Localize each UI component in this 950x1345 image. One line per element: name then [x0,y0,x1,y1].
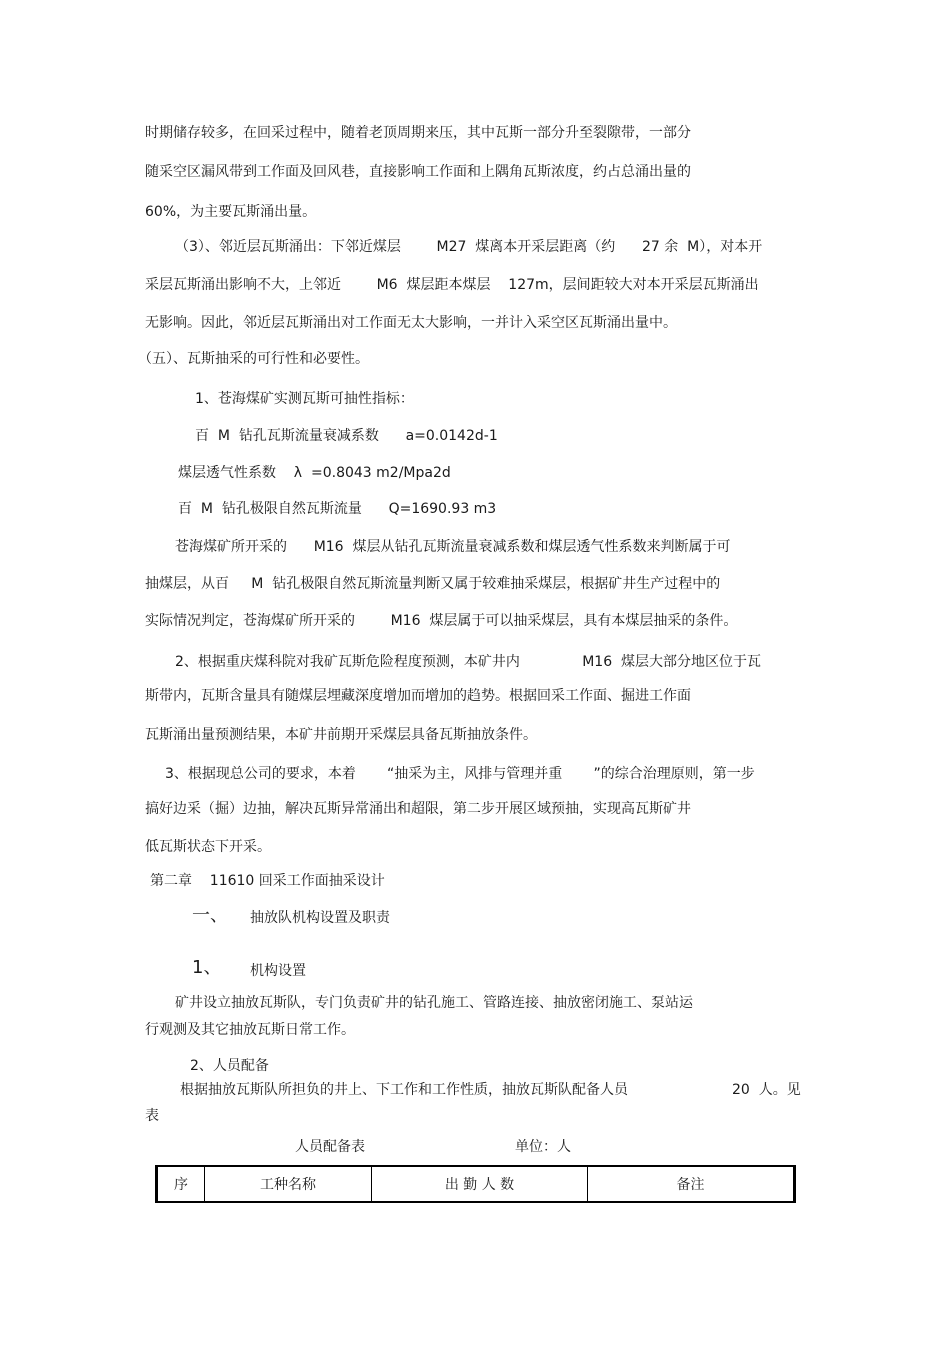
para-line: 3、根据现总公司的要求，本着 “抽采为主，风排与管理并重 ”的综合治理原则，第一步 [165,766,755,782]
para-line: 根据抽放瓦斯队所担负的井上、下工作和工作性质，抽放瓦斯队配备人员 [180,1082,628,1098]
para-line: 低瓦斯状态下开采。 [145,839,271,855]
subsection-heading: 1、苍海煤矿实测瓦斯可抽性指标： [195,391,414,407]
index-line: 百 M 钻孔极限自然瓦斯流量 Q=1690.93 m3 [178,501,497,517]
para-line: 矿井设立抽放瓦斯队，专门负责矿井的钻孔施工、管路连接、抽放密闭施工、泵站运 [175,995,693,1011]
para-line: 抽煤层，从百 M 钻孔极限自然瓦斯流量判断又属于较难抽采煤层，根据矿井生产过程中的 [145,576,721,592]
section-heading: （五）、瓦斯抽采的可行性和必要性。 [138,351,369,367]
col-header-attendance: 出 勤 人 数 [372,1166,588,1202]
section-title: 抽放队机构设置及职责 [250,910,390,926]
subsection-title: 机构设置 [250,963,306,979]
chapter-heading: 第二章 11610 回采工作面抽采设计 [150,873,385,889]
para-line: （3）、邻近层瓦斯涌出：下邻近煤层 M27 煤离本开采层距离（约 27 余 M），对本开 [175,239,763,255]
para-line: 采层瓦斯涌出影响不大，上邻近 M6 煤层距本煤层 127m，层间距较大对本开采层瓦斯涌出 [145,277,759,293]
table-header-row [157,1166,795,1202]
para-line: 随采空区漏风带到工作面及回风巷，直接影响工作面和上隅角瓦斯浓度，约占总涌出量的 [145,164,691,180]
para-line: 斯带内，瓦斯含量具有随煤层埋藏深度增加而增加的趋势。根据回采工作面、掘进工作面 [145,688,691,704]
table-caption: 人员配备表 [295,1139,365,1155]
col-header-index: 序 [174,1177,188,1193]
index-line: 百 M 钻孔瓦斯流量衰减系数 a=0.0142d-1 [195,428,498,444]
para-line: 无影响。因此，邻近层瓦斯涌出对工作面无太大影响，一并计入采空区瓦斯涌出量中。 [145,315,677,331]
staffing-table [155,1165,796,1203]
col-header-remarks: 备注 [588,1166,795,1202]
table-unit: 单位：人 [515,1139,571,1155]
para-line: 实际情况判定，苍海煤矿所开采的 M16 煤层属于可以抽采煤层，具有本煤层抽采的条件。 [145,613,738,629]
para-line: 苍海煤矿所开采的 M16 煤层从钻孔瓦斯流量衰减系数和煤层透气性系数来判断属于可 [175,539,731,555]
para-line: 时期储存较多，在回采过程中，随着老顶周期来压，其中瓦斯一部分升至裂隙带，一部分 [145,125,691,141]
para-line: 表 [145,1108,159,1124]
para-line: 行观测及其它抽放瓦斯日常工作。 [145,1022,355,1038]
subsection-number: 1、 [192,957,222,978]
col-header-job: 工种名称 [205,1166,372,1202]
index-line: 煤层透气性系数 λ =0.8043 m2/Mpa2d [178,465,451,481]
para-line: 搞好边采（掘）边抽，解决瓦斯异常涌出和超限，第二步开展区域预抽，实现高瓦斯矿井 [145,801,691,817]
para-line: 60%，为主要瓦斯涌出量。 [145,204,317,220]
subsection-heading: 2、人员配备 [190,1058,269,1074]
para-line: 瓦斯涌出量预测结果，本矿井前期开采煤层具备瓦斯抽放条件。 [145,727,537,743]
para-line-end: 20 人。见 [732,1082,801,1098]
para-line: 2、根据重庆煤科院对我矿瓦斯危险程度预测，本矿井内 M16 煤层大部分地区位于瓦 [175,654,762,670]
section-number: 一、 [192,905,228,926]
